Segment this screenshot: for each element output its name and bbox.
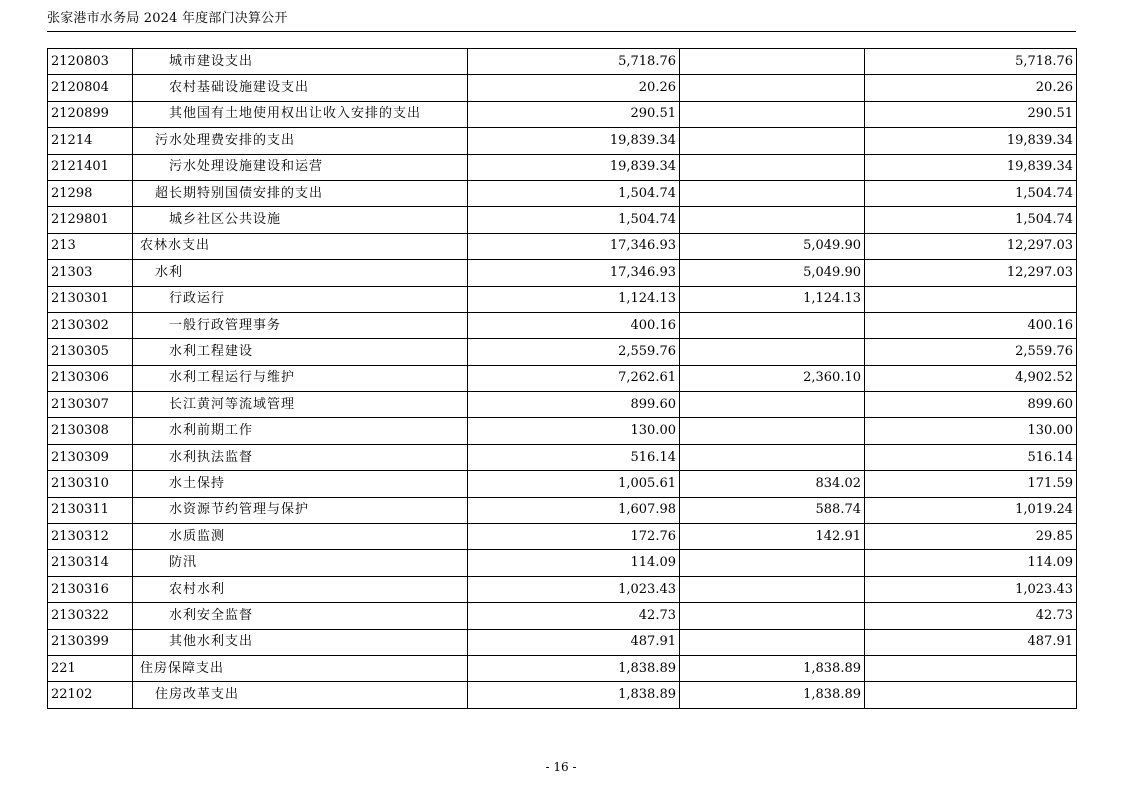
- table-row: [48, 233, 1077, 259]
- basic-expenditure-cell: [680, 101, 865, 127]
- total-expenditure-cell: 7,262.61: [468, 365, 680, 391]
- subject-name: 农村水利: [169, 581, 226, 597]
- subject-name-cell: [133, 682, 468, 708]
- subject-code-cell: 22102: [48, 682, 133, 708]
- basic-expenditure-cell: 588.74: [680, 497, 865, 523]
- subject-code-cell: 2130309: [48, 444, 133, 470]
- table-row: [48, 471, 1077, 497]
- subject-name-cell: [133, 418, 468, 444]
- table-row: [48, 682, 1077, 708]
- total-expenditure-cell: 1,023.43: [468, 576, 680, 602]
- subject-name: 超长期特别国债安排的支出: [155, 185, 324, 201]
- subject-code-cell: 2120803: [48, 49, 133, 75]
- basic-expenditure-cell: [680, 312, 865, 338]
- table-row: [48, 365, 1077, 391]
- total-expenditure-cell: 899.60: [468, 392, 680, 418]
- project-expenditure-cell: 2,559.76: [865, 339, 1077, 365]
- subject-name-cell: [133, 101, 468, 127]
- subject-code-cell: 2130308: [48, 418, 133, 444]
- project-expenditure-cell: 1,504.74: [865, 180, 1077, 206]
- subject-name: 防汛: [169, 555, 198, 571]
- total-expenditure-cell: 487.91: [468, 629, 680, 655]
- subject-name: 水利安全监督: [169, 607, 254, 623]
- total-expenditure-cell: 130.00: [468, 418, 680, 444]
- subject-name: 住房保障支出: [140, 660, 225, 676]
- project-expenditure-cell: 487.91: [865, 629, 1077, 655]
- total-expenditure-cell: 20.26: [468, 75, 680, 101]
- subject-code-cell: 2130306: [48, 365, 133, 391]
- total-expenditure-cell: 1,504.74: [468, 180, 680, 206]
- subject-name-cell: [133, 286, 468, 312]
- subject-name-cell: [133, 233, 468, 259]
- subject-name-cell: [133, 655, 468, 681]
- total-expenditure-cell: 2,559.76: [468, 339, 680, 365]
- expenditure-table: [47, 48, 1077, 709]
- table-row: [48, 101, 1077, 127]
- basic-expenditure-cell: [680, 207, 865, 233]
- subject-name: 水利工程建设: [169, 343, 254, 359]
- subject-name: 其他水利支出: [169, 634, 254, 650]
- total-expenditure-cell: 5,718.76: [468, 49, 680, 75]
- table-row: [48, 603, 1077, 629]
- subject-name: 农林水支出: [140, 238, 211, 254]
- project-expenditure-cell: 400.16: [865, 312, 1077, 338]
- subject-name: 污水处理设施建设和运营: [169, 159, 324, 175]
- subject-code-cell: 2120899: [48, 101, 133, 127]
- basic-expenditure-cell: [680, 444, 865, 470]
- subject-code-cell: 2130322: [48, 603, 133, 629]
- subject-name-cell: [133, 180, 468, 206]
- table-row: [48, 312, 1077, 338]
- total-expenditure-cell: 114.09: [468, 550, 680, 576]
- total-expenditure-cell: 1,838.89: [468, 682, 680, 708]
- subject-name: 城乡社区公共设施: [169, 212, 282, 228]
- subject-name-cell: [133, 524, 468, 550]
- total-expenditure-cell: 17,346.93: [468, 260, 680, 286]
- basic-expenditure-cell: [680, 128, 865, 154]
- project-expenditure-cell: 20.26: [865, 75, 1077, 101]
- basic-expenditure-cell: [680, 603, 865, 629]
- subject-name-cell: [133, 312, 468, 338]
- basic-expenditure-cell: [680, 629, 865, 655]
- table-row: [48, 418, 1077, 444]
- subject-code-cell: 21214: [48, 128, 133, 154]
- table-row: [48, 444, 1077, 470]
- table-row: [48, 524, 1077, 550]
- project-expenditure-cell: 4,902.52: [865, 365, 1077, 391]
- basic-expenditure-cell: [680, 339, 865, 365]
- subject-code-cell: 2130305: [48, 339, 133, 365]
- subject-name: 污水处理费安排的支出: [155, 132, 296, 148]
- subject-code-cell: 2129801: [48, 207, 133, 233]
- project-expenditure-cell: 1,023.43: [865, 576, 1077, 602]
- subject-name: 水利工程运行与维护: [169, 370, 296, 386]
- subject-code-cell: 2130399: [48, 629, 133, 655]
- project-expenditure-cell: 19,839.34: [865, 128, 1077, 154]
- subject-name-cell: [133, 392, 468, 418]
- subject-code-cell: 2130311: [48, 497, 133, 523]
- project-expenditure-cell: 290.51: [865, 101, 1077, 127]
- subject-name-cell: [133, 207, 468, 233]
- subject-name-cell: [133, 550, 468, 576]
- subject-name-cell: [133, 128, 468, 154]
- project-expenditure-cell: 19,839.34: [865, 154, 1077, 180]
- basic-expenditure-cell: [680, 576, 865, 602]
- basic-expenditure-cell: 834.02: [680, 471, 865, 497]
- subject-name-cell: [133, 576, 468, 602]
- table-row: [48, 550, 1077, 576]
- project-expenditure-cell: 29.85: [865, 524, 1077, 550]
- subject-name-cell: [133, 365, 468, 391]
- table-row: [48, 128, 1077, 154]
- subject-name: 水质监测: [169, 528, 226, 544]
- basic-expenditure-cell: 2,360.10: [680, 365, 865, 391]
- project-expenditure-cell: 5,718.76: [865, 49, 1077, 75]
- total-expenditure-cell: 400.16: [468, 312, 680, 338]
- total-expenditure-cell: 172.76: [468, 524, 680, 550]
- subject-name-cell: [133, 444, 468, 470]
- project-expenditure-cell: 114.09: [865, 550, 1077, 576]
- table-row: [48, 286, 1077, 312]
- subject-code-cell: 21298: [48, 180, 133, 206]
- subject-name-cell: [133, 339, 468, 365]
- table-row: [48, 629, 1077, 655]
- subject-code-cell: 2130310: [48, 471, 133, 497]
- project-expenditure-cell: 1,019.24: [865, 497, 1077, 523]
- subject-name-cell: [133, 260, 468, 286]
- basic-expenditure-cell: [680, 418, 865, 444]
- table-row: [48, 497, 1077, 523]
- total-expenditure-cell: 1,607.98: [468, 497, 680, 523]
- subject-code-cell: 221: [48, 655, 133, 681]
- subject-name-cell: [133, 629, 468, 655]
- total-expenditure-cell: 1,124.13: [468, 286, 680, 312]
- subject-code-cell: 2130307: [48, 392, 133, 418]
- basic-expenditure-cell: [680, 154, 865, 180]
- subject-code-cell: 21303: [48, 260, 133, 286]
- header-divider: [47, 31, 1076, 32]
- basic-expenditure-cell: 142.91: [680, 524, 865, 550]
- total-expenditure-cell: 1,005.61: [468, 471, 680, 497]
- subject-name-cell: [133, 154, 468, 180]
- total-expenditure-cell: 19,839.34: [468, 128, 680, 154]
- total-expenditure-cell: 42.73: [468, 603, 680, 629]
- project-expenditure-cell: 12,297.03: [865, 233, 1077, 259]
- basic-expenditure-cell: 1,124.13: [680, 286, 865, 312]
- total-expenditure-cell: 17,346.93: [468, 233, 680, 259]
- subject-name-cell: [133, 603, 468, 629]
- subject-name: 行政运行: [169, 291, 226, 307]
- subject-code-cell: 2130301: [48, 286, 133, 312]
- project-expenditure-cell: 130.00: [865, 418, 1077, 444]
- subject-name: 其他国有土地使用权出让收入安排的支出: [169, 106, 422, 122]
- total-expenditure-cell: 1,504.74: [468, 207, 680, 233]
- project-expenditure-cell: 171.59: [865, 471, 1077, 497]
- expenditure-table-body: [48, 49, 1077, 709]
- subject-name: 水资源节约管理与保护: [169, 502, 310, 518]
- subject-name-cell: [133, 497, 468, 523]
- table-row: [48, 180, 1077, 206]
- total-expenditure-cell: 19,839.34: [468, 154, 680, 180]
- table-row: [48, 49, 1077, 75]
- basic-expenditure-cell: [680, 550, 865, 576]
- subject-name: 城市建设支出: [169, 53, 254, 69]
- basic-expenditure-cell: 5,049.90: [680, 260, 865, 286]
- subject-name: 农村基础设施建设支出: [169, 80, 310, 96]
- subject-name: 水利执法监督: [169, 449, 254, 465]
- subject-code-cell: 2130302: [48, 312, 133, 338]
- subject-name-cell: [133, 471, 468, 497]
- total-expenditure-cell: 290.51: [468, 101, 680, 127]
- total-expenditure-cell: 1,838.89: [468, 655, 680, 681]
- subject-name: 一般行政管理事务: [169, 317, 282, 333]
- subject-name: 住房改革支出: [155, 687, 240, 703]
- subject-name: 水土保持: [169, 475, 226, 491]
- page-number: - 16 -: [545, 760, 577, 774]
- total-expenditure-cell: 516.14: [468, 444, 680, 470]
- table-row: [48, 655, 1077, 681]
- project-expenditure-cell: 42.73: [865, 603, 1077, 629]
- table-row: [48, 154, 1077, 180]
- table-row: [48, 75, 1077, 101]
- subject-code-cell: 213: [48, 233, 133, 259]
- project-expenditure-cell: 516.14: [865, 444, 1077, 470]
- project-expenditure-cell: [865, 655, 1077, 681]
- basic-expenditure-cell: [680, 49, 865, 75]
- table-row: [48, 260, 1077, 286]
- subject-name-cell: [133, 75, 468, 101]
- subject-name-cell: [133, 49, 468, 75]
- project-expenditure-cell: 1,504.74: [865, 207, 1077, 233]
- subject-name: 长江黄河等流域管理: [169, 396, 296, 412]
- project-expenditure-cell: 12,297.03: [865, 260, 1077, 286]
- subject-code-cell: 2130316: [48, 576, 133, 602]
- subject-name: 水利前期工作: [169, 423, 254, 439]
- subject-code-cell: 2120804: [48, 75, 133, 101]
- table-row: [48, 392, 1077, 418]
- project-expenditure-cell: 899.60: [865, 392, 1077, 418]
- table-row: [48, 207, 1077, 233]
- table-row: [48, 576, 1077, 602]
- project-expenditure-cell: [865, 682, 1077, 708]
- basic-expenditure-cell: [680, 180, 865, 206]
- table-row: [48, 339, 1077, 365]
- basic-expenditure-cell: 5,049.90: [680, 233, 865, 259]
- basic-expenditure-cell: 1,838.89: [680, 682, 865, 708]
- basic-expenditure-cell: [680, 75, 865, 101]
- subject-name: 水利: [155, 264, 184, 280]
- basic-expenditure-cell: [680, 392, 865, 418]
- basic-expenditure-cell: 1,838.89: [680, 655, 865, 681]
- page-header: 张家港市水务局 2024 年度部门决算公开: [47, 11, 288, 26]
- subject-code-cell: 2130314: [48, 550, 133, 576]
- project-expenditure-cell: [865, 286, 1077, 312]
- subject-code-cell: 2121401: [48, 154, 133, 180]
- subject-code-cell: 2130312: [48, 524, 133, 550]
